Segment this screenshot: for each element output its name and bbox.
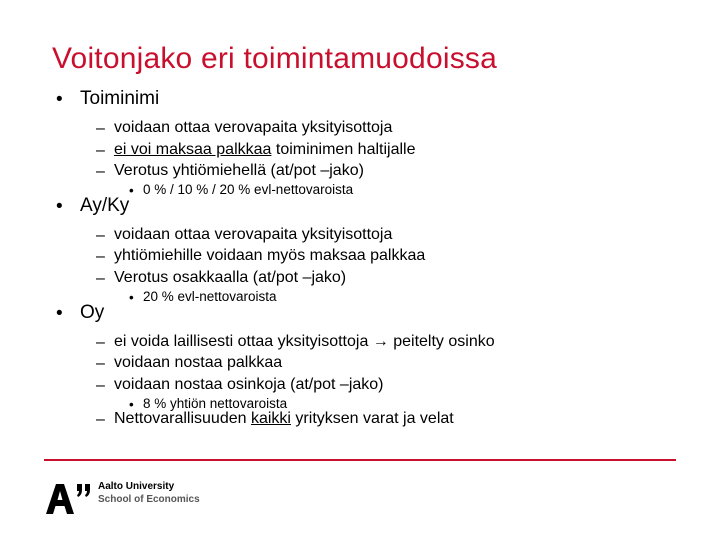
logo-text (98, 481, 200, 506)
dash-marker: – (96, 334, 105, 351)
list-item: Verotus yhtiömiehellä (at/pot –jako) (114, 162, 364, 179)
dash-marker: – (96, 355, 105, 372)
dash-marker: – (96, 227, 105, 244)
dash-marker: – (96, 270, 105, 287)
sub-bullet-marker: • (129, 290, 134, 305)
section-heading-oy: Oy (80, 302, 105, 323)
sub-bullet-marker: • (129, 397, 134, 412)
dash-marker: – (96, 142, 105, 159)
list-item: voidaan ottaa verovapaita yksityisottoja (114, 226, 393, 243)
list-item (114, 142, 415, 158)
list-item: yhtiömiehille voidaan myös maksaa palkkaa (114, 247, 426, 264)
sub-bullet-marker: • (129, 183, 134, 198)
list-item: voidaan nostaa osinkoja (at/pot –jako) (114, 376, 384, 393)
list-item (114, 334, 495, 350)
list-item: Verotus osakkaalla (at/pot –jako) (114, 269, 347, 286)
list-item (114, 411, 454, 427)
dash-marker: – (96, 163, 105, 180)
aalto-logo (44, 478, 224, 518)
list-item: voidaan ottaa verovapaita yksityisottoja (114, 119, 393, 136)
aalto-a-icon (44, 478, 94, 518)
sub-item: 20 % evl-nettovaroista (143, 289, 277, 304)
bullet-marker: • (56, 196, 63, 217)
bullet-marker: • (56, 89, 63, 110)
underlined-text: kaikki (250, 410, 291, 427)
list-item: voidaan nostaa palkkaa (114, 354, 283, 371)
list-item-text: peitelty osinko (388, 333, 495, 350)
dash-marker: – (96, 120, 105, 137)
section-heading-toiminimi: Toiminimi (80, 88, 160, 109)
sub-item: 0 % / 10 % / 20 % evl-nettovaroista (143, 182, 354, 197)
logo-line-school: School of Economics (98, 493, 200, 505)
bullet-marker: • (56, 303, 63, 324)
logo-line-university: Aalto University (98, 481, 175, 492)
list-item-text: ei voida laillisesti ottaa yksityisottoja (114, 333, 373, 350)
list-item-text: Nettovarallisuuden (114, 410, 251, 427)
dash-marker: – (96, 248, 105, 265)
dash-marker: – (96, 377, 105, 394)
dash-marker: – (96, 411, 105, 428)
slide-title: Voitonjako eri toimintamuodoissa (52, 42, 497, 75)
arrow-icon: → (372, 333, 389, 350)
list-item-text: yrityksen varat ja velat (290, 410, 454, 427)
sub-item: 8 % yhtiön nettovaroista (143, 396, 288, 411)
list-item-rest: toiminimen haltijalle (271, 141, 416, 158)
section-heading-ayky: Ay/Ky (80, 195, 130, 216)
underlined-text: ei voi maksaa palkkaa (114, 141, 272, 158)
footer-divider (44, 459, 676, 461)
